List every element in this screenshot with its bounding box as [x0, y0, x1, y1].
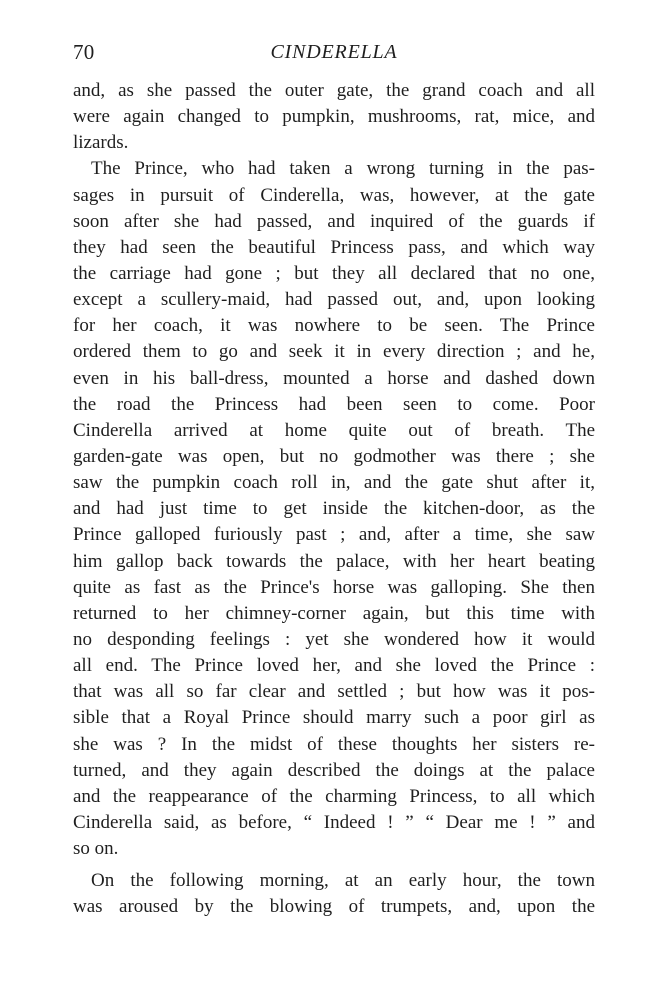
running-head	[73, 40, 595, 68]
text-line: and the reappearance of the charming Princess, to all which	[73, 785, 595, 807]
text-line: they had seen the beautiful Princess pass, and which way	[73, 236, 595, 258]
text-line: turned, and they again described the doings at the palace	[73, 759, 595, 781]
text-line: the road the Princess had been seen to come. Poor	[73, 393, 595, 415]
page-number: 70	[73, 40, 95, 64]
text-line: ordered them to go and seek it in every direction ; and he,	[73, 341, 595, 363]
text-line: so on.	[73, 838, 119, 860]
text-line: returned to her chimney-corner again, but this time with	[73, 602, 595, 624]
text-line: Cinderella said, as before, “ Indeed ! ” “ Dear me ! ” and	[73, 811, 595, 833]
text-line: and had just time to get inside the kitchen-door, as the	[73, 498, 595, 520]
text-line: was aroused by the blowing of trumpets, and, upon the	[73, 896, 595, 918]
text-line: saw the pumpkin coach roll in, and the gate shut after it,	[73, 472, 595, 494]
running-title: CINDERELLA	[270, 41, 398, 63]
text-line: and, as she passed the outer gate, the grand coach and all	[73, 80, 595, 101]
text-line: Cinderella arrived at home quite out of breath. The	[73, 419, 595, 441]
text-line: garden-gate was open, but no godmother was there ; she	[73, 445, 595, 467]
body-text	[73, 78, 595, 921]
text-line: him gallop back towards the palace, with her heart beating	[73, 550, 595, 572]
text-line: the carriage had gone ; but they all declared that no one,	[73, 262, 595, 284]
paragraph-1	[73, 78, 595, 156]
text-line: On the following morning, at an early hour, the town	[91, 870, 595, 892]
paragraph-3	[73, 868, 595, 920]
text-line: that was all so far clear and settled ; but how was it pos-	[73, 681, 595, 703]
text-line: no desponding feelings : yet she wondered how it would	[73, 628, 595, 650]
paragraph-2	[73, 156, 595, 862]
text-line: were again changed to pumpkin, mushrooms, rat, mice, and	[73, 106, 595, 128]
text-line: The Prince, who had taken a wrong turning in the pas-	[91, 158, 595, 180]
text-line: for her coach, it was nowhere to be seen. The Prince	[73, 315, 595, 337]
text-line: lizards.	[73, 132, 129, 154]
text-line: Prince galloped furiously past ; and, after a time, she saw	[73, 524, 595, 546]
text-line: all end. The Prince loved her, and she loved the Prince :	[73, 655, 595, 677]
text-line: soon after she had passed, and inquired of the guards if	[73, 210, 595, 232]
text-line: sible that a Royal Prince should marry such a poor girl as	[73, 707, 595, 729]
text-line: sages in pursuit of Cinderella, was, however, at the gate	[73, 184, 595, 206]
text-line: except a scullery-maid, had passed out, and, upon looking	[73, 289, 595, 311]
text-line: even in his ball-dress, mounted a horse and dashed down	[73, 367, 595, 389]
text-line: quite as fast as the Prince's horse was galloping. She then	[73, 576, 595, 598]
text-line: she was ? In the midst of these thoughts her sisters re-	[73, 733, 595, 755]
